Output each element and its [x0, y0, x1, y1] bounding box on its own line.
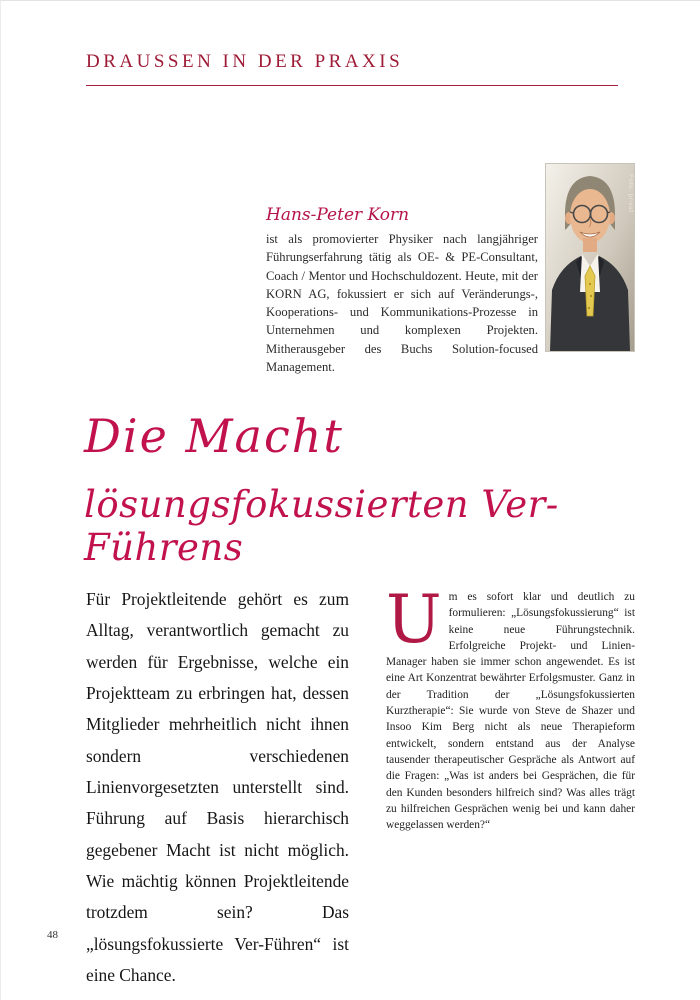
article-title: [84, 409, 644, 569]
page-number: 48: [47, 929, 58, 941]
body-paragraph-container: [386, 581, 635, 833]
article-title-line2: lösungsfokussierten Ver-Führens: [84, 483, 559, 569]
portrait-illustration: [546, 164, 634, 351]
drop-cap: U: [386, 581, 442, 658]
author-photo: [546, 164, 634, 351]
photo-credit: Foto: privat: [627, 174, 634, 213]
author-bio: ist als promovierter Physiker nach langjähriger Führungserfahrung tätig als OE- & PE-Consultant, Coach / Mentor und Hochschuldozent. Heute, mit der KORN AG, fokussiert er sich auf Veränderungs-, Kooperations- und Kommunikations-Prozesse in Unternehmen und komplexen Projekten. Mitherausgeber des Buchs Solution-focused Management.: [266, 232, 538, 374]
section-kicker: DRAUSSEN IN DER PRAXIS: [86, 51, 404, 72]
body-paragraph-text: m es sofort klar und deutlich zu formulieren: „Lösungsfokussierung“ ist keine neue Führungstechnik. Erfolgreiche Projekt- und Linien-Manager haben sie immer schon angewendet. Es ist eine Art Konzentrat bewährter Erfolgsmuster. Ganz in der Tradition der „Lösungsfokussierten Kurztherapie“: Sie wurde von Steve de Shazer und Insoo Kim Berg nicht als neue Therapieform entwickelt, sondern entstand aus der Analyse tausender therapeutischer Gespräche als Antwort auf die Fragen: „Was ist anders bei Gesprächen, die für den Kunden besonders hilfreich sind? Was alles trägt zu hilfreichen Gesprächen wenig bei und kann daher weggelassen werden?“: [386, 591, 635, 832]
lead-paragraph: Für Projektleitende gehört es zum Alltag, verantwortlich gemacht zu werden für Ergebnisse, welche ein Projektteam zu erbringen hat, dessen Mitglieder mehrheitlich nicht ihnen sondern verschiedenen Linienvorgesetzten unterstellt sind. Führung auf Basis hierarchisch gegebener Macht ist nicht möglich. Wie mächtig können Projektleitende trotzdem sein? Das „lösungsfokussierte Ver-Führen“ ist eine Chance.: [86, 589, 349, 985]
article-title-line1: Die Macht: [84, 409, 344, 463]
author-name: Hans-Peter Korn: [266, 205, 410, 225]
header-rule: [86, 85, 618, 86]
author-block: [266, 205, 538, 376]
